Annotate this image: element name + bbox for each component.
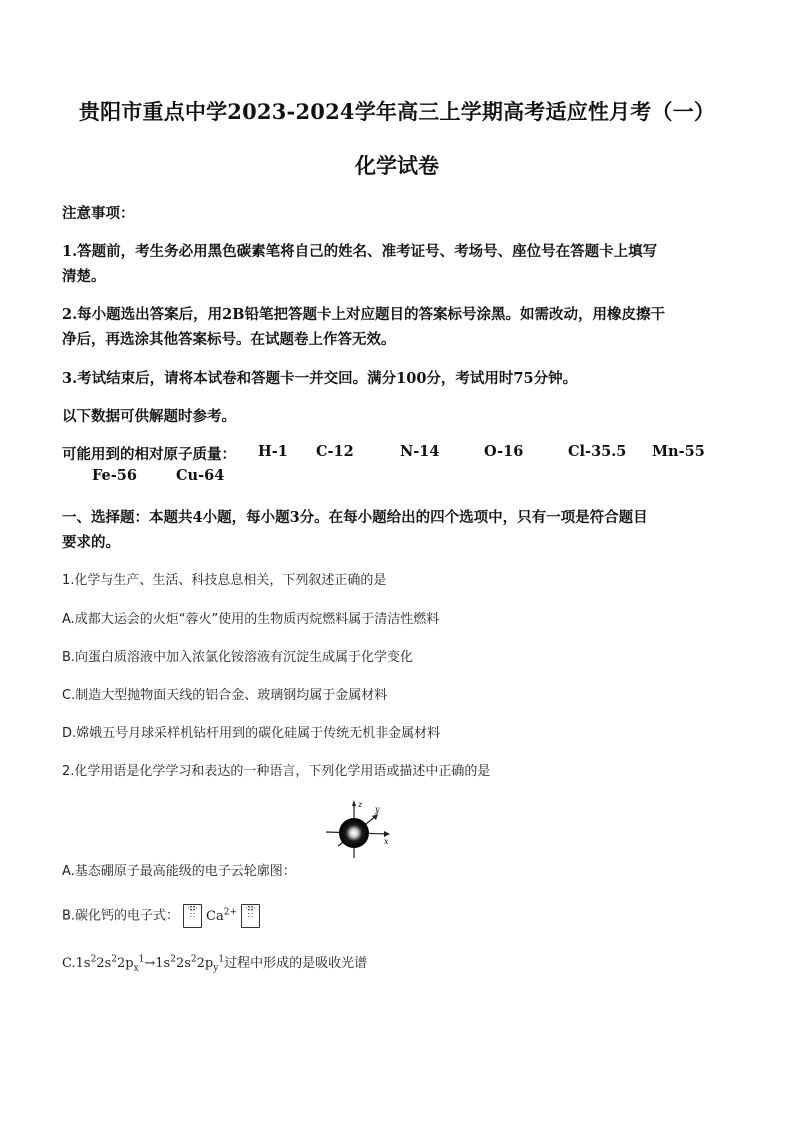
axis-label-x: x [384, 837, 389, 846]
exam-title: 贵阳市重点中学2023-2024学年高三上学期高考适应性月考（一） [78, 99, 716, 124]
notice-item3: 3.考试结束后，请将本试卷和答题卡一并交回。满分100分，考试用时75分钟。 [62, 370, 578, 387]
section1-heading-line1: 一、选择题：本题共4小题，每小题3分。在每小题给出的四个选项中，只有一项是符合题目 [62, 509, 648, 526]
atomic-mass-label: 可能用到的相对原子质量： [62, 446, 236, 463]
q1-option-c: C.制造大型抛物面天线的铝合金、玻璃钢均属于金属材料 [62, 688, 388, 703]
q2-option-c-prefix: C.1s [62, 956, 91, 971]
notice-item1-line1: 1.答题前，考生务必用黑色碳素笔将自己的姓名、准考证号、考场号、座位号在答题卡上填写 [62, 243, 658, 260]
q2-option-a: A.基态硼原子最高能级的电子云轮廓图： [62, 864, 296, 879]
electron-cloud-figure [318, 798, 396, 862]
atomic-mass-c: C-12 [316, 443, 354, 460]
calcium-symbol: Ca [206, 908, 224, 924]
carbide-bracket-left: ·∷· ∷ [183, 904, 202, 928]
section1-heading-line2: 要求的。 [62, 534, 120, 551]
atomic-mass-n: N-14 [400, 443, 440, 460]
orbital-sphere [339, 818, 369, 848]
notice-item2-line1: 2.每小题选出答案后，用2B铅笔把答题卡上对应题目的答案标号涂黑。如需改动，用橡皮擦干 [62, 306, 665, 323]
q1-option-b: B.向蛋白质溶液中加入浓氯化铵溶液有沉淀生成属于化学变化 [62, 650, 414, 665]
calcium-ion [206, 909, 237, 924]
q2-option-b [62, 904, 260, 928]
carbide-bracket-right: ·∷· ∷ [241, 904, 260, 928]
q2-option-c: $C.1s^22s^22p_x^1\to 1s^22s^22p_y^1$过程中形成的是吸收光谱 [62, 954, 368, 974]
atomic-mass-h: H-1 [258, 443, 288, 460]
axis-label-y: y [375, 805, 380, 814]
atomic-mass-o: O-16 [484, 443, 524, 460]
q1-option-a: A.成都大运会的火炬“蓉火”使用的生物质丙烷燃料属于清洁性燃料 [62, 612, 440, 627]
axis-label-z: z [358, 800, 363, 809]
atomic-mass-cu: Cu-64 [176, 467, 225, 484]
notice-item2-line2: 净后，再选涂其他答案标号。在试题卷上作答无效。 [62, 331, 396, 348]
q2-option-c-suffix: 过程中形成的是吸收光谱 [224, 956, 368, 971]
exam-subtitle: 化学试卷 [355, 153, 439, 178]
notice-heading: 注意事项： [62, 205, 135, 222]
q2-option-b-label: B.碳化钙的电子式： [62, 908, 180, 924]
data-reference-note: 以下数据可供解题时参考。 [62, 408, 236, 425]
calcium-charge: 2+ [223, 907, 237, 918]
notice-item1-line2: 清楚。 [62, 268, 106, 285]
atomic-mass-fe: Fe-56 [92, 467, 137, 484]
q1-option-d: D.嫦娥五号月球采样机钻杆用到的碳化硅属于传统无机非金属材料 [62, 726, 441, 741]
q2-stem: 2.化学用语是化学学习和表达的一种语言，下列化学用语或描述中正确的是 [62, 764, 491, 779]
q1-stem: 1.化学与生产、生活、科技息息相关，下列叙述正确的是 [62, 573, 387, 588]
atomic-mass-mn: Mn-55 [652, 443, 705, 460]
atomic-mass-cl: Cl-35.5 [568, 443, 627, 460]
